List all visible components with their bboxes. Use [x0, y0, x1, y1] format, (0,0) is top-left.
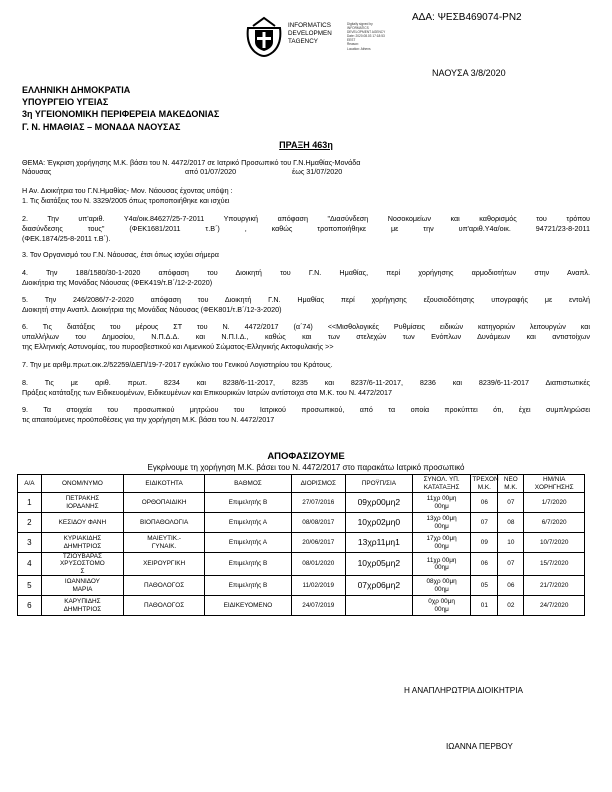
- table-row: [18, 493, 585, 513]
- current-mk: 07: [480, 518, 488, 526]
- table-row: [18, 533, 585, 553]
- signature-line: INFORMATICS: [347, 26, 369, 31]
- cell-new: [498, 553, 524, 576]
- cell-new: [498, 596, 524, 616]
- consideration-line: 8. Τις με αριθ. πρωτ. 8234 και 8238/6-11-2017, 8235 και 8237/6-11-2017, 8236 και 8239/6-11-2017 Διαπιστωτικές: [22, 378, 590, 387]
- service-text: 10χρ05μη2: [357, 558, 401, 569]
- consideration-line: διασύνδεσης τους" (ΦΕΚ1681/2011 τ.Β΄) , καθώς τροποποιήθηκε με την υπ'αριθ.Υ4α/οικ. 94721/23-8-2011: [22, 224, 590, 233]
- row-number: 4: [27, 559, 32, 569]
- consideration-line: 2. Την υπ'αριθ. Υ4α/οικ.84627/25-7-2011 Υπουργική απόφαση "Διασύνδεση Νοσοκομείων και καθορισμός του τρόπου: [22, 214, 590, 223]
- cell-grade: [205, 576, 292, 596]
- cell-total: [412, 596, 470, 616]
- cell-appointment: [291, 596, 345, 616]
- service-text: 13χρ11μη1: [357, 536, 400, 547]
- cell-grade: [205, 596, 292, 616]
- specialty-line: ΓΥΝΑΙΚ.: [151, 542, 177, 550]
- table-row: [18, 576, 585, 596]
- consideration-line: της Ελληνικής Αστυνομίας, του πυροσβεστικού και Λιμενικού Σώματος-Ελληνικής Ακτοφυλακής >>: [22, 342, 334, 351]
- decision-subtitle: Εγκρίνουμε τη χορήγηση Μ.Κ. βάσει του Ν. 4472/2017 στο παρακάτω Ιατρικό προσωπικό: [147, 463, 465, 472]
- cell-name: [41, 553, 123, 576]
- cell-total: [412, 533, 470, 553]
- signature-line: Date: 2020.08.03 17:18:53: [347, 34, 385, 39]
- signature-line: Reason:: [347, 42, 359, 47]
- service-text: 10χρ02μη0: [357, 516, 401, 527]
- consideration-line: τις απαιτούμενες προϋποθέσεις για την χορήγηση Μ.Κ. βάσει του Ν. 4472/2017: [22, 415, 275, 424]
- total-line: 13χρ 00μη: [426, 515, 457, 523]
- name-line: ΙΩΑΝΝΙΔΟΥ: [64, 578, 100, 586]
- appointment-date: 08/08/2017: [302, 518, 335, 526]
- cell-total: [412, 513, 470, 533]
- cell-date: [524, 596, 585, 616]
- consideration-line: 3. Τον Οργανισμό του Γ.Ν. Νάουσας, έτσι όπως ισχύει σήμερα: [22, 250, 219, 259]
- specialty-line: ΜΑΙΕΥΤΙΚ.-: [147, 535, 181, 543]
- table-row: [18, 553, 585, 576]
- name-line: ΜΑΡΙΑ: [72, 585, 93, 593]
- letterhead-line: ΕΛΛΗΝΙΚΗ ΔΗΜΟΚΡΑΤΙΑ: [22, 85, 131, 95]
- cell-name: [41, 493, 123, 513]
- place-date: ΝΑΟΥΣΑ 3/8/2020: [432, 68, 506, 78]
- col-grade: ΒΑΘΜΟΣ: [205, 475, 292, 493]
- cell-current: [471, 493, 498, 513]
- name-line: ΔΗΜΗΤΡΙΟΣ: [63, 605, 102, 613]
- letterhead-line: ΥΠΟΥΡΓΕΙΟ ΥΓΕΙΑΣ: [22, 97, 109, 108]
- cell-total: [412, 553, 470, 576]
- agency-line: TAGENCY: [288, 38, 318, 45]
- name-line: ΧΡΥΣΟΣΤΟΜΟ: [60, 560, 105, 568]
- col-name: ΟΝΟΜ/ΝΥΜΟ: [41, 475, 123, 493]
- new-mk: 10: [507, 538, 515, 546]
- total-line: 0χρ 00μη: [428, 598, 455, 606]
- grade-text: Επιμελητής Α: [228, 538, 268, 546]
- cell-date: [524, 493, 585, 513]
- total-line: 11χρ 00μη: [426, 495, 457, 503]
- intro-text: Η Αν. Διοικήτρια του Γ.Ν.Ημαθίας- Μον. Νάουσας έχοντας υπόψη :: [22, 186, 233, 195]
- grade-text: Επιμελητής Α: [228, 518, 268, 526]
- total-line: 00ημ: [434, 585, 449, 593]
- name-line: ΠΕΤΡΑΚΗΣ: [65, 495, 100, 503]
- current-mk: 06: [480, 498, 488, 506]
- new-mk: 07: [507, 560, 515, 568]
- document-title: ΠΡΑΞΗ 463η: [279, 140, 333, 150]
- grade-text: Επιμελητής Β: [228, 498, 268, 506]
- cell-grade: [205, 513, 292, 533]
- cell-current: [471, 553, 498, 576]
- row-number: 5: [27, 581, 32, 591]
- subject-from: από 01/07/2020: [185, 167, 237, 176]
- service-text: 07χρ06μη2: [357, 580, 401, 591]
- staff-table: [17, 474, 585, 616]
- total-line: 11χρ 00μη: [426, 556, 457, 564]
- col-current: ΤΡΕΧΟΝ: [472, 475, 499, 483]
- grant-date: 1/7/2020: [541, 498, 567, 506]
- cell-service: [345, 533, 412, 553]
- consideration-line: 6. Τις διατάξεις του μέρους ΣΤ του Ν. 4472/2017 (α΄74) <<Μισθολογικές Ρυθμίσεις ειδικών κατηγοριών λειτουργών και: [22, 322, 590, 331]
- consideration-line: 7. Την με αριθμ.πρωτ.οικ.2/52259/ΔΕΠ/19-7-2017 εγκύκλιο του Γενικού Λογιστηρίου του Κράτους.: [22, 360, 333, 369]
- letterhead-line: 3η ΥΓΕΙΟΝΟΜΙΚΗ ΠΕΡΙΦΕΡΕΙΑ ΜΑΚΕΔΟΝΙΑΣ: [22, 109, 220, 120]
- cell-name: [41, 513, 123, 533]
- cell-new: [498, 493, 524, 513]
- col-new-sub: Μ.Κ.: [498, 484, 524, 493]
- signature-line: EEST: [347, 38, 356, 43]
- cell-current: [471, 533, 498, 553]
- consideration-line: υπαλλήλων του Δημοσίου, Ν.Π.Δ.Δ. και Ν.Π.Ι.Δ., καθώς και των στελεχών των Ενόπλων Δυνάμεων και αντιστοίχων: [22, 332, 590, 341]
- name-line: ΚΕΣΙΔΟΥ ΦΑΝΗ: [58, 518, 107, 526]
- cell-total: [412, 493, 470, 513]
- signature-line: Digitally signed by: [347, 22, 373, 26]
- agency-label: [288, 22, 332, 46]
- cell-aa: [18, 533, 42, 553]
- cell-specialty: [124, 533, 205, 553]
- table-header-row: [18, 475, 585, 485]
- cell-current: [471, 513, 498, 533]
- agency-line: INFORMATICS: [288, 22, 331, 29]
- col-current-sub: Μ.Κ.: [471, 484, 498, 493]
- appointment-date: 11/02/2019: [302, 582, 335, 590]
- grade-text: Επιμελητής Β: [228, 582, 268, 590]
- total-line: 17χρ 00μη: [426, 535, 457, 543]
- col-aa: Α/Α: [18, 475, 42, 493]
- col-appointment: ΔΙΟΡΙΣΜΟΣ: [291, 475, 345, 493]
- cell-grade: [205, 533, 292, 553]
- cell-appointment: [291, 576, 345, 596]
- total-line: 08χρ 00μη: [426, 578, 457, 586]
- new-mk: 08: [507, 518, 515, 526]
- cell-appointment: [291, 493, 345, 513]
- consideration-line: (ΦΕΚ.1874/25-8-2011 τ.Β΄).: [22, 234, 111, 243]
- table-row: [18, 596, 585, 616]
- cell-specialty: [124, 513, 205, 533]
- total-line: 00ημ: [434, 605, 449, 613]
- row-number: 3: [27, 537, 32, 547]
- consideration-line: 1. Τις διατάξεις του Ν. 3329/2005 όπως τροποποιήθηκε και ισχύει: [22, 196, 230, 205]
- cell-appointment: [291, 553, 345, 576]
- cell-new: [498, 533, 524, 553]
- cell-date: [524, 553, 585, 576]
- name-line: Σ: [80, 567, 85, 575]
- signer-role: Η ΑΝΑΠΛΗΡΩΤΡΙΑ ΔΙΟΙΚΗΤΡΙΑ: [404, 686, 523, 695]
- cell-service: [345, 596, 412, 616]
- cell-service: [345, 553, 412, 576]
- col-service: ΠΡΟΫΠ/ΣΙΑ: [345, 475, 412, 493]
- ada-code: ΑΔΑ: ΨΕΣΒ469074-ΡΝ2: [412, 12, 522, 23]
- cell-name: [41, 533, 123, 553]
- cell-date: [524, 533, 585, 553]
- cell-date: [524, 513, 585, 533]
- name-line: ΚΥΡΙΑΚΙΔΗΣ: [63, 535, 102, 543]
- agency-line: DEVELOPMEN: [288, 30, 332, 37]
- cell-name: [41, 596, 123, 616]
- name-line: ΤΖΙΟΥΒΑΡΑΣ: [62, 553, 102, 560]
- col-total-sub: ΚΑΤΑΤΑΞΗΣ: [412, 484, 470, 493]
- subject-place: Νάουσας: [22, 167, 52, 176]
- new-mk: 06: [507, 582, 515, 590]
- cell-aa: [18, 553, 42, 576]
- cell-aa: [18, 576, 42, 596]
- cell-total: [412, 576, 470, 596]
- cell-aa: [18, 513, 42, 533]
- grant-date: 21/7/2020: [539, 582, 569, 590]
- grant-date: 10/7/2020: [539, 538, 569, 546]
- cell-current: [471, 576, 498, 596]
- total-line: 00ημ: [434, 522, 449, 530]
- decision-heading: ΑΠΟΦΑΣΙΖΟΥΜΕ: [267, 451, 345, 462]
- total-line: 00ημ: [434, 564, 449, 572]
- cell-specialty: [124, 553, 205, 576]
- col-date-sub: ΧΟΡΗΓΗΣΗΣ: [524, 484, 585, 493]
- col-date: ΗΜ/ΝΙΑ: [524, 475, 585, 485]
- col-total: ΣΥΝΟΛ. ΥΠ.: [412, 475, 470, 485]
- appointment-date: 24/07/2019: [302, 602, 335, 610]
- cell-service: [345, 513, 412, 533]
- consideration-line: Διοικητή στην Αναπλ. Διοικήτρια της Μονάδας Νάουσας (ΦΕΚ801/τ.Β΄/12-3-2020): [22, 305, 282, 314]
- subject-to: έως 31/07/2020: [292, 167, 343, 176]
- cell-grade: [205, 553, 292, 576]
- col-new: ΝΕΟ: [498, 475, 524, 485]
- row-number: 1: [27, 497, 32, 507]
- letterhead-line: Γ. Ν. ΗΜΑΘΙΑΣ – ΜΟΝΑΔΑ ΝΑΟΥΣΑΣ: [22, 121, 181, 132]
- row-number: 2: [27, 517, 32, 527]
- cell-aa: [18, 596, 42, 616]
- consideration-line: Διοικήτρια της Μονάδας Νάουσας (ΦΕΚ419/τ.Β΄/12-2-2020): [22, 278, 213, 287]
- specialty-line: ΟΡΘΟΠΑΙΔΙΚΗ: [141, 498, 187, 506]
- cell-specialty: [124, 576, 205, 596]
- specialty-line: ΧΕΙΡΟΥΡΓΙΚΗ: [143, 560, 186, 568]
- signature-line: Location: Athens: [347, 46, 371, 51]
- name-line: ΚΑΡΥΠΙΔΗΣ: [64, 598, 101, 606]
- name-line: ΔΗΜΗΤΡΙΟΣ: [63, 542, 102, 550]
- name-line: ΙΟΡΔΑΝΗΣ: [66, 502, 99, 510]
- cell-service: [345, 493, 412, 513]
- consideration-line: 9. Τα στοιχεία του προσωπικού μητρώου του Ιατρικού προσωπικού, από τα οποία προκύπτει ότι, έχει συμπληρώσει: [22, 405, 590, 414]
- current-mk: 01: [480, 602, 488, 610]
- signature-line: DEVELOPMENT AGENCY: [347, 30, 386, 35]
- new-mk: 07: [507, 498, 515, 506]
- cell-aa: [18, 493, 42, 513]
- consideration-line: Πράξεις κατάταξης των Ειδικευομένων, Ειδικευμένων και Επικουρικών Ιατρών αντίστοιχα στα Μ.Κ. του Ν. 4472/2017: [22, 388, 393, 397]
- appointment-date: 20/06/2017: [302, 538, 335, 546]
- col-specialty: ΕΙΔΙΚΟΤΗΤΑ: [124, 475, 205, 493]
- cell-service: [345, 576, 412, 596]
- current-mk: 05: [480, 582, 488, 590]
- grade-text: ΕΙΔΙΚΕΥΟΜΕΝΟ: [223, 602, 273, 610]
- specialty-line: ΠΑΘΟΛΟΓΟΣ: [144, 602, 185, 610]
- appointment-date: 27/07/2016: [302, 498, 335, 506]
- cell-grade: [205, 493, 292, 513]
- grant-date: 6/7/2020: [541, 518, 567, 526]
- grade-text: Επιμελητής Β: [228, 560, 268, 568]
- cell-appointment: [291, 513, 345, 533]
- digital-signature-stamp: [347, 22, 407, 51]
- cell-new: [498, 513, 524, 533]
- specialty-line: ΒΙΟΠΑΘΟΛΟΓΙΑ: [139, 518, 189, 526]
- consideration-line: 4. Την 188/1580/30-1-2020 απόφαση του Διοικητή του Γ.Ν. Ημαθίας, περί χορήγησης αρμοδιοτήτων στην Αναπλ.: [22, 268, 590, 277]
- consideration-line: 5. Την 246/2086/7-2-2020 απόφαση του Διοικητή Γ.Ν. Ημαθίας περί χορήγησης εξουσιοδότησης υπογραφής με εντολή: [22, 295, 590, 304]
- cell-current: [471, 596, 498, 616]
- cell-specialty: [124, 493, 205, 513]
- grant-date: 15/7/2020: [539, 560, 569, 568]
- cell-specialty: [124, 596, 205, 616]
- grant-date: 24/7/2020: [539, 602, 569, 610]
- cell-name: [41, 576, 123, 596]
- appointment-date: 08/01/2020: [302, 560, 335, 568]
- service-text: 09χρ00μη2: [357, 496, 401, 507]
- signer-name: ΙΩΑΝΝΑ ΠΕΡΒΟΥ: [446, 742, 513, 751]
- current-mk: 09: [480, 538, 488, 546]
- cell-new: [498, 576, 524, 596]
- specialty-line: ΠΑΘΟΛΟΓΟΣ: [144, 582, 185, 590]
- table-row: [18, 513, 585, 533]
- new-mk: 02: [507, 602, 515, 610]
- cell-appointment: [291, 533, 345, 553]
- cell-date: [524, 576, 585, 596]
- total-line: 00ημ: [434, 542, 449, 550]
- subject-line: ΘΕΜΑ: Έγκριση χορήγησης Μ.Κ. βάσει του Ν. 4472/2017 σε Ιατρικό Προσωπικό του Γ.Ν.Ημαθίας-Μονάδα: [22, 158, 361, 167]
- total-line: 00ημ: [434, 502, 449, 510]
- current-mk: 06: [480, 560, 488, 568]
- row-number: 6: [27, 601, 32, 611]
- letterhead: [22, 84, 219, 133]
- greek-coat-of-arms-icon: [245, 14, 283, 58]
